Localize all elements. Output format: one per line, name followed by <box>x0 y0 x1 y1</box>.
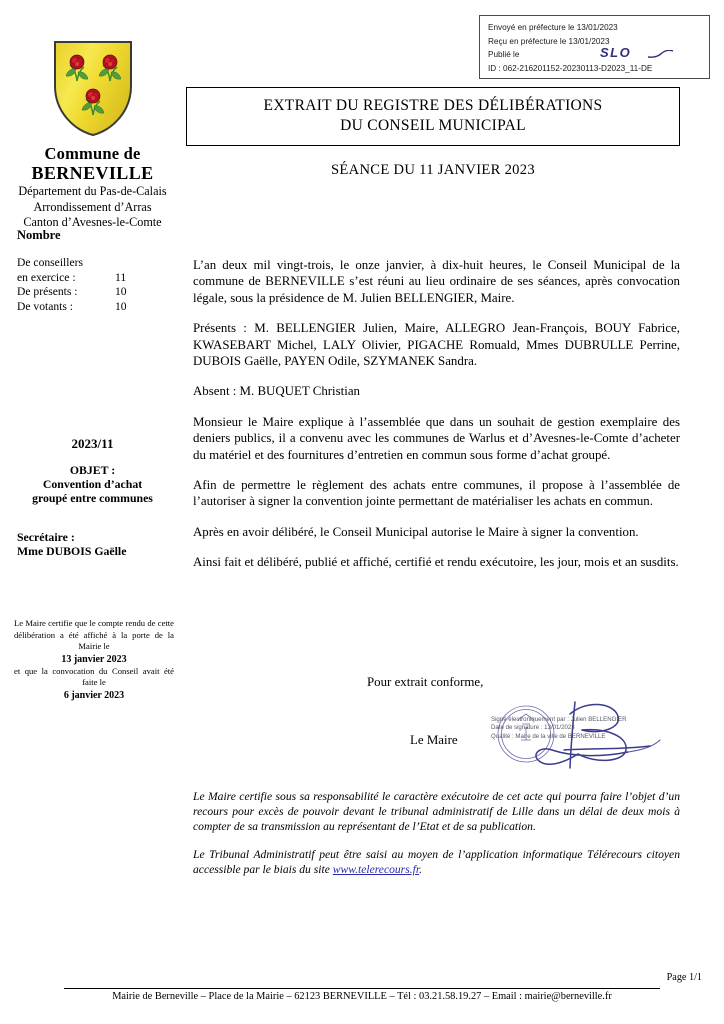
proposal-paragraph: Afin de permettre le règlement des achats entre communes, il propose à l’assemblée de l’autoriser à signer la convention jointe permettant de matérialiser les achats en commun. <box>193 478 680 509</box>
telerecours-link[interactable]: www.telerecours.fr <box>332 863 420 877</box>
footer-contact-line: Mairie de Berneville – Place de la Mairie – 62123 BERNEVILLE – Tél : 03.21.58.19.27 – Email : mairie@berneville.fr <box>112 991 612 1002</box>
absent-paragraph: Absent : M. BUQUET Christian <box>193 384 360 399</box>
secretaire-block <box>0 530 185 558</box>
objet-line-1: Convention d’achat <box>42 477 143 492</box>
affichage-certification-block <box>14 618 174 702</box>
deliberation-reference-number: 2023/11 <box>71 436 114 451</box>
count-value: 10 <box>115 285 127 299</box>
esignature-date: Date de signature : 13/01/2023 <box>491 724 575 732</box>
decision-paragraph: Après en avoir délibéré, le Conseil Municipal autorise le Maire à signer la convention. <box>193 524 639 539</box>
departement-line: Département du Pas-de-Calais <box>18 184 167 198</box>
document-title-box <box>186 87 680 146</box>
count-value: 10 <box>115 299 127 313</box>
prefecture-id-line: ID : 062-216201152-20230113-D2023_11-DE <box>488 63 653 73</box>
footer-divider <box>64 988 660 989</box>
canton-line: Canton d’Avesnes-le-Comte <box>23 215 162 229</box>
seance-date-heading: SÉANCE DU 11 JANVIER 2023 <box>331 162 535 178</box>
prefecture-published-line: Publié le <box>488 50 520 60</box>
count-value <box>109 256 127 271</box>
certification-paragraph: Le Maire certifie que le compte rendu de cette délibération a été affiché à la porte de la Mairie le <box>14 618 174 652</box>
objet-line-2: groupé entre communes <box>32 491 153 506</box>
objet-label: OBJET : <box>69 463 116 477</box>
left-column <box>0 30 185 231</box>
convocation-date: 6 janvier 2023 <box>63 689 125 701</box>
page-number: Page 1/1 <box>666 972 702 983</box>
esignature-quality: Qualité : Maire de la ville de BERNEVILLE <box>491 732 606 740</box>
secretaire-label: Secrétaire : <box>17 530 75 544</box>
affichage-date: 13 janvier 2023 <box>61 653 127 665</box>
prefecture-stamp-box <box>479 15 710 79</box>
slo-logo: SLO <box>600 45 632 60</box>
esignature-details <box>491 716 671 741</box>
opening-paragraph: L’an deux mil vingt-trois, le onze janvier, à dix-huit heures, le Conseil Municipal de la commune de BERNEVILLE s’est réuni au lieu ordinaire de ses séances, après convocation légale, sous la présidence de M. Julien BELLENGIER, Maire. <box>193 258 680 305</box>
closing-paragraph: Ainsi fait et délibéré, publié et affiché, certifié et rendu exécutoire, les jour, mois et an susdits. <box>193 555 679 570</box>
objet-block <box>0 463 185 506</box>
table-row <box>17 271 127 286</box>
page-title-line-2: DU CONSEIL MUNICIPAL <box>340 117 526 134</box>
count-label: De votants : <box>17 299 74 313</box>
pour-extrait-conforme-label: Pour extrait conforme, <box>367 675 484 689</box>
counts-table <box>17 256 127 314</box>
presents-paragraph: Présents : M. BELLENGIER Julien, Maire, ALLEGRO Jean-François, BOUY Fabrice, KWASEBART Michel, LALY Olivier, PIGACHE Romuald, Mmes DUBRULLE Perrine, DUBOIS Gaëlle, PAYEN Odile, SZYMANEK Sandra. <box>193 321 680 369</box>
page-title-line-1: EXTRAIT DU REGISTRE DES DÉLIBÉRATIONS <box>263 97 603 114</box>
commune-name: BERNEVILLE <box>31 163 154 183</box>
count-label: De conseillers <box>17 256 83 269</box>
explanation-paragraph: Monsieur le Maire explique à l’assemblée que dans un souhait de gestion exemplaire des deniers publics, il a convenu avec les communes de Warlus et d’Avesnes-le-Comte d’acheter du matériel et des fournitures d’entretien en commun sous forme d’achat groupé. <box>193 414 680 462</box>
table-row <box>17 300 127 315</box>
nombre-title: Nombre <box>17 228 61 242</box>
count-label: en exercice : <box>17 270 76 284</box>
legal-paragraph-2 <box>193 848 680 878</box>
prefecture-received-line: Reçu en préfecture le 13/01/2023 <box>488 36 610 46</box>
commune-label: Commune de <box>44 144 141 163</box>
slo-swoosh-icon <box>648 50 674 59</box>
legal-paragraph-1: Le Maire certifie sous sa responsabilité le caractère exécutoire de cet acte qui pourra faire l’objet d’un recours pour excès de pouvoir devant le tribunal administratif de Lille dans un délai de deux mois à compter de sa transmission au représentant de l’Etat et de sa publication. <box>193 790 680 833</box>
count-value: 11 <box>115 270 127 284</box>
secretaire-name: Mme DUBOIS Gaëlle <box>17 544 127 559</box>
nombre-block <box>0 228 185 314</box>
legal-notice-block <box>193 790 680 892</box>
legal-paragraph-2-prefix: Le Tribunal Administratif peut être saisi au moyen de l’application informatique Télérecours citoyen accessible par le biais du site <box>193 848 680 877</box>
legal-paragraph-2-suffix: . <box>419 863 422 877</box>
prefecture-sent-line: Envoyé en préfecture le 13/01/2023 <box>488 23 618 32</box>
table-row <box>17 256 127 271</box>
table-row <box>17 285 127 300</box>
convocation-text: et que la convocation du Conseil avait été faite le <box>14 665 174 688</box>
deliberation-body <box>193 257 680 571</box>
coat-of-arms-icon <box>50 38 136 138</box>
electronic-signature-block <box>478 694 678 776</box>
signatory-role-label: Le Maire <box>410 733 458 747</box>
esignature-signer: Signé électroniquement par : Julien BELLENGIER <box>491 716 627 723</box>
arrondissement-line: Arrondissement d’Arras <box>33 199 152 214</box>
count-label: De présents : <box>17 285 78 299</box>
